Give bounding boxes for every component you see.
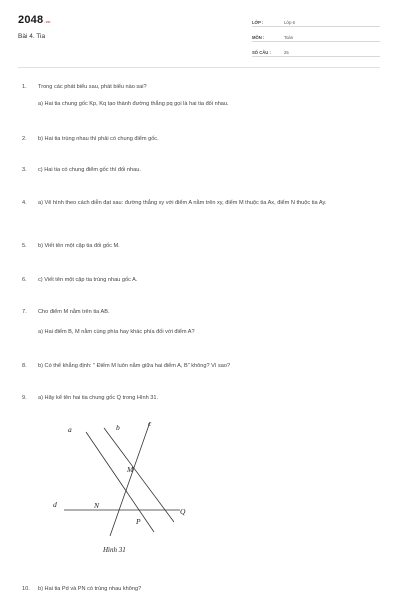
- meta-label: SỐ CÂU :: [252, 50, 271, 55]
- question-text: c) Hai tia có chung điểm gốc thì đối nhau.: [38, 167, 141, 173]
- question-number: 1.: [22, 84, 27, 90]
- question-text: b) Hai tia Pd và PN có trùng nhau không?: [38, 586, 142, 592]
- question-text: a) Hãy kể tên hai tia chung gốc Q trong Hình 31.: [38, 395, 159, 401]
- meta-value: Toán: [284, 35, 294, 40]
- question-number: 2.: [22, 136, 27, 142]
- question-text: Cho điểm M nằm trên tia AB.: [38, 309, 110, 315]
- site-logo[interactable]: 2048.vn: [18, 14, 51, 26]
- label-P: P: [136, 517, 141, 526]
- question-number: 3.: [22, 167, 27, 173]
- header-divider: [18, 67, 380, 68]
- meta-value: Lớp 6: [284, 20, 295, 25]
- question-number: 8.: [22, 363, 27, 369]
- question-text: a) Vẽ hình theo cách diễn đạt sau: đường thẳng xy với điểm A nằm trên xy, điểm M thuộc tia Ax, điểm N thuộc tia Ay.: [38, 200, 327, 206]
- worksheet-header: [0, 0, 400, 70]
- figure-svg: [38, 410, 208, 560]
- meta-value: 25: [284, 50, 289, 55]
- question-number: 5.: [22, 243, 27, 249]
- question-text: c) Viết tên một cặp tia trùng nhau gốc A.: [38, 277, 138, 283]
- label-M: M: [127, 465, 134, 474]
- meta-info: [252, 14, 380, 59]
- question-subtext: a) Hai tia chung gốc Kp, Kq tạo thành đường thẳng pq gọi là hai tia đối nhau.: [38, 101, 229, 107]
- meta-row-count: [252, 44, 380, 57]
- meta-label: MÔN :: [252, 35, 265, 40]
- line-b: [104, 428, 174, 522]
- label-a: a: [68, 425, 72, 434]
- label-d: d: [53, 500, 57, 509]
- question-number: 7.: [22, 309, 27, 315]
- question-text: b) Có thể khẳng định: " Điểm M luôn nằm giữa hai điểm A, B" không? Vì sao?: [38, 363, 231, 369]
- meta-label: LỚP :: [252, 20, 264, 25]
- question-text: b) Hai tia trùng nhau thì phải có chung điểm gốc.: [38, 136, 159, 142]
- lesson-title: Bài 4. Tia: [18, 33, 46, 40]
- label-Q: Q: [180, 507, 186, 516]
- question-subtext: a) Hai điểm B, M nằm cùng phía hay khác phía đối với điểm A?: [38, 329, 195, 335]
- question-number: 9.: [22, 395, 27, 401]
- question-text: b) Viết tên một cặp tia đối gốc M.: [38, 243, 120, 249]
- label-N: N: [94, 501, 100, 510]
- meta-row-grade: [252, 14, 380, 27]
- label-c: c: [148, 419, 152, 428]
- question-number: 10.: [22, 586, 30, 592]
- figure-caption: Hình 31: [103, 546, 126, 554]
- question-number: 4.: [22, 200, 27, 206]
- label-b: b: [116, 423, 120, 432]
- question-number: 6.: [22, 277, 27, 283]
- meta-row-subject: [252, 29, 380, 42]
- geometry-figure: [38, 410, 208, 560]
- question-text: Trong các phát biểu sau, phát biểu nào sai?: [38, 84, 147, 90]
- line-c: [110, 422, 150, 536]
